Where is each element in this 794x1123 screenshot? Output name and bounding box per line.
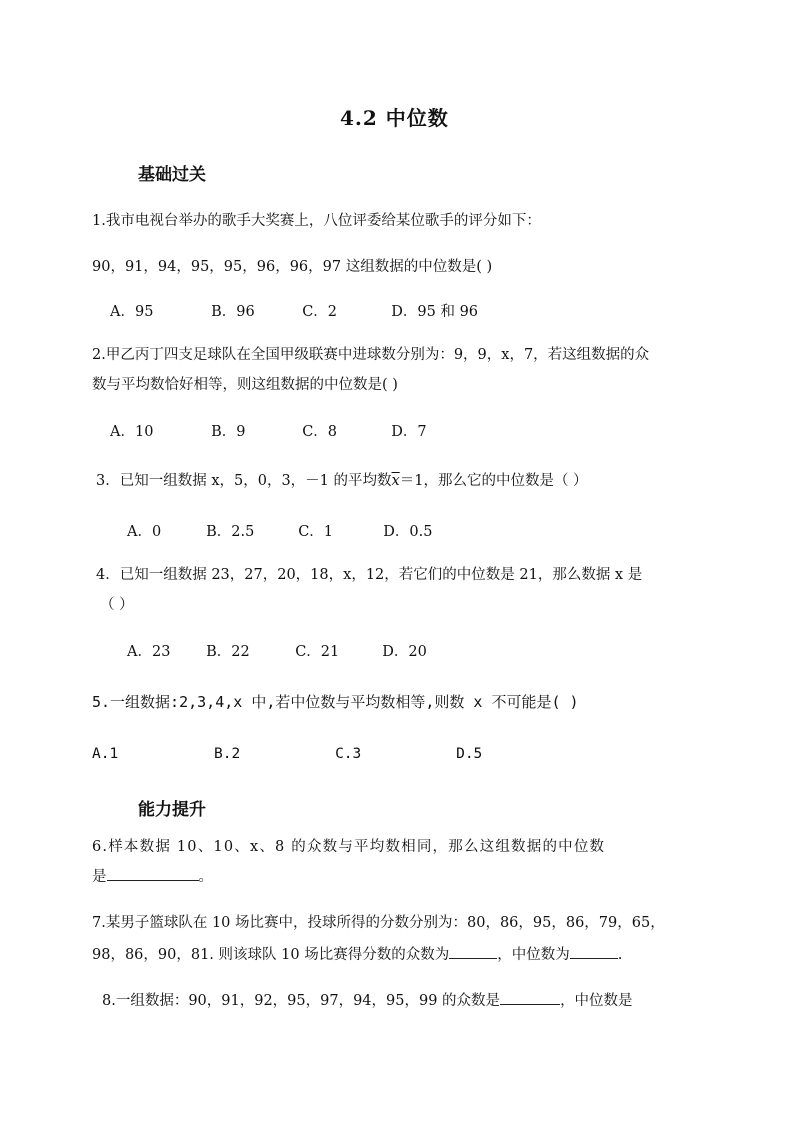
option-b: B.2: [214, 746, 241, 762]
page-title: 4.2 中位数: [340, 106, 449, 130]
option-a: A．23: [127, 644, 171, 660]
option-c: C．2: [302, 304, 338, 320]
question-7-text: 98，86，90，81. 则该球队 10 场比赛得分数的众数为: [92, 947, 450, 963]
option-d: D．95 和 96: [391, 304, 479, 320]
option-d: D.5: [456, 746, 483, 762]
option-a: A．0: [127, 524, 162, 540]
question-3-part-2: ＝1，那么它的中位数是（ ）: [399, 473, 588, 489]
question-4-options: [127, 640, 427, 661]
section-heading-advanced: 能力提升: [138, 800, 206, 820]
question-3-text: [96, 468, 588, 496]
option-a: A．95: [110, 304, 154, 320]
option-c: C．1: [298, 524, 334, 540]
question-2-line-2: 数与平均数恰好相等，则这组数据的中位数是( ): [92, 377, 398, 393]
question-6-end: 。: [198, 869, 213, 885]
section-heading-basic: 基础过关: [138, 165, 206, 185]
option-b: B．96: [211, 304, 255, 320]
question-8-line-1: [102, 988, 633, 1016]
answer-blank-mode[interactable]: [500, 990, 560, 1005]
question-2-line-1: 2.甲乙丙丁四支足球队在全国甲级联赛中进球数分别为：9，9，x，7，若这组数据的众: [92, 347, 650, 363]
question-7-line-1: 7.某男子篮球队在 10 场比赛中，投球所得的分数分别为：80，86，95，86，79，65，: [92, 915, 665, 931]
option-d: D．0.5: [383, 524, 433, 540]
question-4-line-1: 4．已知一组数据 23，27，20，18，x，12，若它们的中位数是 21，那么数据 x 是: [96, 567, 643, 583]
option-d: D．7: [391, 424, 427, 440]
question-5-text: 5.一组数据:2,3,4,x 中,若中位数与平均数相等,则数 x 不可能是( ): [92, 693, 579, 711]
option-b: B．9: [211, 424, 246, 440]
answer-blank[interactable]: [107, 866, 199, 881]
option-a: A．10: [110, 424, 154, 440]
answer-blank-mode[interactable]: [449, 944, 497, 959]
question-3-options: [127, 520, 432, 541]
question-6-line-2: [92, 864, 213, 892]
option-d: D．20: [382, 644, 427, 660]
question-6-text: 是: [92, 869, 107, 885]
mean-symbol: $\overline{x}$: [391, 473, 400, 489]
question-7-line-2: [92, 942, 622, 970]
question-2-options: [110, 420, 427, 441]
question-1-options: [110, 300, 478, 321]
question-5-options: [92, 744, 482, 762]
question-4-line-2: （ ）: [100, 597, 134, 613]
question-7-text-mid: ，中位数为: [497, 947, 570, 963]
option-c: C．21: [295, 644, 340, 660]
option-b: B．2.5: [206, 524, 255, 540]
question-8-text: 8.一组数据：90，91，92，95，97，94，95，99 的众数是: [102, 993, 501, 1009]
answer-blank-median[interactable]: [570, 944, 618, 959]
question-7-end: .: [617, 947, 623, 963]
question-1-line-2: 90，91，94，95，95，96，96，97 这组数据的中位数是( ): [92, 259, 493, 275]
option-b: B．22: [206, 644, 250, 660]
option-c: C.3: [335, 746, 362, 762]
question-1-line-1: 1.我市电视台举办的歌手大奖赛上，八位评委给某位歌手的评分如下：: [92, 213, 541, 229]
question-6-line-1: 6.样本数据 10、10、x、8 的众数与平均数相同，那么这组数据的中位数: [92, 839, 606, 855]
question-8-text-end: ，中位数是: [560, 993, 633, 1009]
option-c: C．8: [302, 424, 338, 440]
question-3-part-1: 3．已知一组数据 x，5，0，3，－1 的平均数: [96, 473, 392, 489]
option-a: A.1: [92, 746, 119, 762]
